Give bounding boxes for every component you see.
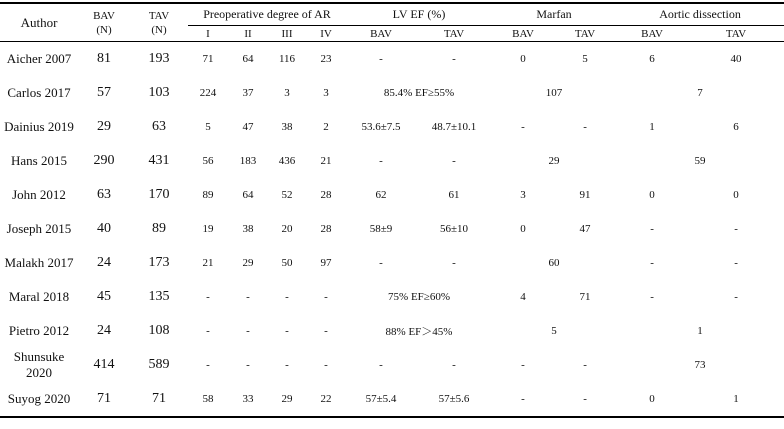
ar-grade-cell: 3 [323,87,329,99]
marfan-bav-cell: - [521,121,525,133]
marfan-tav-cell: - [583,359,587,371]
marfan-sub-header: TAV [554,26,616,42]
lvef-sub-header: TAV [416,26,492,42]
ar-grade-cell: 29 [268,382,306,417]
ar-sub-header: II [228,26,268,42]
ar-grade-cell: 22 [306,382,346,417]
table-row [0,144,784,178]
marfan-bav-cell: 3 [520,189,526,201]
dissection-bav-cell: 6 [649,53,655,65]
author-cell: Shunsuke 2020 [13,349,65,380]
marfan-tav-cell: 5 [582,53,588,65]
ar-grade-cell: 21 [320,155,332,167]
ar-grade-cell: 3 [284,87,290,99]
lvef-sub-header: BAV [346,26,416,42]
marfan-tav-cell: 91 [579,189,591,201]
marfan-merged-cell: 29 [548,155,560,167]
dissection-bav-cell: 0 [649,189,655,201]
ar-sub-header: I [188,26,228,42]
dissection-merged-cell: 7 [697,87,703,99]
ar-grade-cell: 56 [202,155,214,167]
dissection-tav-cell: - [734,223,738,235]
ar-grade-cell: 224 [199,87,217,99]
table-row [0,42,784,77]
tav-n-cell: 431 [148,153,170,168]
ar-sub-header: III [268,26,306,42]
ar-grade-cell: - [246,325,250,337]
dissection-tav-cell: 0 [733,189,739,201]
dissection-bav-cell: 0 [616,382,688,417]
author-cell: Maral 2018 [8,289,70,304]
data-table [0,2,784,418]
marfan-sub-header: BAV [492,26,554,42]
marfan-tav-cell: - [554,382,616,417]
lvef-bav-cell: 53.6±7.5 [361,121,401,133]
lvef-bav-cell: 58±9 [369,223,393,235]
dissection-sub-header: TAV [688,26,784,42]
ar-grade-cell: 116 [278,53,296,65]
author-cell: Aicher 2007 [6,51,72,66]
dissection-sub-header: BAV [616,26,688,42]
tav-n-cell: 589 [148,357,170,372]
ar-grade-cell: 97 [320,257,332,269]
tav-n-cell: 173 [148,255,170,270]
marfan-bav-cell: 0 [520,223,526,235]
ar-grade-cell: 19 [202,223,214,235]
marfan-bav-cell: 4 [520,291,526,303]
ar-grade-cell: 71 [202,53,214,65]
author-cell: Malakh 2017 [4,255,74,270]
lvef-tav-cell: 57±5.6 [416,382,492,417]
ar-grade-cell: 50 [281,257,293,269]
ar-grade-cell: 436 [278,155,296,167]
dissection-tav-cell: - [734,291,738,303]
author-cell: Pietro 2012 [8,323,70,338]
lvef-bav-cell: 57±5.4 [346,382,416,417]
marfan-bav-cell: 0 [520,53,526,65]
dissection-bav-cell: - [650,291,654,303]
lvef-tav-cell: - [452,155,456,167]
ar-grade-cell: - [206,359,210,371]
ar-grade-cell: 21 [202,257,214,269]
bav-n-cell: 81 [97,51,111,66]
lvef-bav-cell: - [379,155,383,167]
bav-n-cell: 24 [97,323,111,338]
bav-n-cell: 63 [97,187,111,202]
ar-group-header: Preoperative degree of AR [188,3,346,26]
tav-n-cell: 89 [152,221,166,236]
bav-n-cell: 414 [93,357,115,372]
bav-n-cell: 45 [97,289,111,304]
dissection-merged-cell: 1 [697,325,703,337]
ar-grade-cell: 58 [188,382,228,417]
bav-n-header-line1: BAV [93,9,115,22]
ar-grade-cell: 183 [239,155,257,167]
table-row [0,348,784,382]
lvef-tav-cell: - [452,257,456,269]
ar-grade-cell: 37 [242,87,254,99]
ar-sub-header: IV [306,26,346,42]
bav-n-cell: 24 [97,255,111,270]
ar-grade-cell: 29 [242,257,254,269]
author-cell: Carlos 2017 [7,85,71,100]
ar-grade-cell: - [246,291,250,303]
table-row [0,246,784,280]
ar-grade-cell: - [246,359,250,371]
lvef-group-header: LV EF (%) [346,3,492,26]
bav-n-header [78,3,130,42]
ar-grade-cell: - [285,325,289,337]
ar-grade-cell: - [206,325,210,337]
author-cell: John 2012 [12,187,66,202]
table-row [0,76,784,110]
ar-grade-cell: 89 [202,189,214,201]
dissection-merged-cell: 73 [694,359,706,371]
ar-grade-cell: - [324,325,328,337]
ar-grade-cell: - [285,359,289,371]
table-row [0,280,784,314]
table-header [0,3,784,42]
tav-n-cell: 71 [130,382,188,417]
lvef-tav-cell: - [452,359,456,371]
marfan-tav-cell: - [583,121,587,133]
bav-n-cell: 40 [97,221,111,236]
lvef-tav-cell: 56±10 [439,223,469,235]
marfan-tav-cell: 47 [579,223,591,235]
marfan-bav-cell: - [521,359,525,371]
bav-n-cell: 290 [93,153,115,168]
lvef-tav-cell: 61 [448,189,460,201]
ar-grade-cell: 38 [242,223,254,235]
dissection-merged-cell: 59 [694,155,706,167]
table-row [0,314,784,348]
marfan-merged-cell: 60 [548,257,560,269]
ar-grade-cell: 28 [320,223,332,235]
ar-grade-cell: 64 [242,53,254,65]
ar-grade-cell: 5 [205,121,211,133]
author-cell: Dainius 2019 [4,119,74,134]
tav-n-cell: 170 [148,187,170,202]
tav-n-header-line2: (N) [151,23,167,36]
tav-n-cell: 193 [148,51,170,66]
author-cell: Joseph 2015 [6,221,72,236]
tav-n-header-line1: TAV [148,9,170,22]
ar-grade-cell: 52 [281,189,293,201]
ar-grade-cell: 64 [242,189,254,201]
lvef-merged-cell: 88% EF＞45% [385,326,453,338]
tav-n-cell: 103 [148,85,170,100]
marfan-bav-cell: - [492,382,554,417]
dissection-tav-cell: 40 [730,53,742,65]
ar-grade-cell: 23 [320,53,332,65]
author-cell: Hans 2015 [11,153,67,168]
ar-grade-cell: 20 [281,223,293,235]
lvef-bav-cell: 62 [375,189,387,201]
dissection-bav-cell: - [650,257,654,269]
table-row [0,212,784,246]
ar-grade-cell: - [206,291,210,303]
tav-n-cell: 135 [148,289,170,304]
ar-grade-cell: 47 [242,121,254,133]
marfan-merged-cell: 5 [551,325,557,337]
dissection-group-header: Aortic dissection [616,3,784,26]
lvef-merged-cell: 75% EF≥60% [388,291,450,303]
ar-grade-cell: 2 [323,121,329,133]
marfan-group-header: Marfan [492,3,616,26]
dissection-bav-cell: - [650,223,654,235]
lvef-bav-cell: - [379,53,383,65]
marfan-tav-cell: 71 [579,291,591,303]
table-row [0,110,784,144]
table-row [0,178,784,212]
table-row [0,382,784,417]
ar-grade-cell: - [285,291,289,303]
ar-grade-cell: 33 [228,382,268,417]
ar-grade-cell: - [324,291,328,303]
bav-n-header-line2: (N) [96,23,112,36]
marfan-merged-cell: 107 [545,87,563,99]
tav-n-cell: 108 [148,323,170,338]
lvef-merged-cell: 85.4% EF≥55% [383,87,455,99]
lvef-tav-cell: - [452,53,456,65]
ar-grade-cell: 38 [281,121,293,133]
dissection-tav-cell: 1 [688,382,784,417]
bav-n-cell: 71 [78,382,130,417]
dissection-bav-cell: 1 [649,121,655,133]
ar-grade-cell: 28 [320,189,332,201]
tav-n-header [130,3,188,42]
dissection-tav-cell: - [734,257,738,269]
lvef-bav-cell: - [379,359,383,371]
author-header: Author [0,3,78,42]
lvef-tav-cell: 48.7±10.1 [431,121,477,133]
tav-n-cell: 63 [152,119,166,134]
table-body [0,42,784,418]
lvef-bav-cell: - [379,257,383,269]
author-cell: Suyog 2020 [0,382,78,417]
bav-n-cell: 57 [97,85,111,100]
bav-n-cell: 29 [97,119,111,134]
ar-grade-cell: - [324,359,328,371]
dissection-tav-cell: 6 [733,121,739,133]
